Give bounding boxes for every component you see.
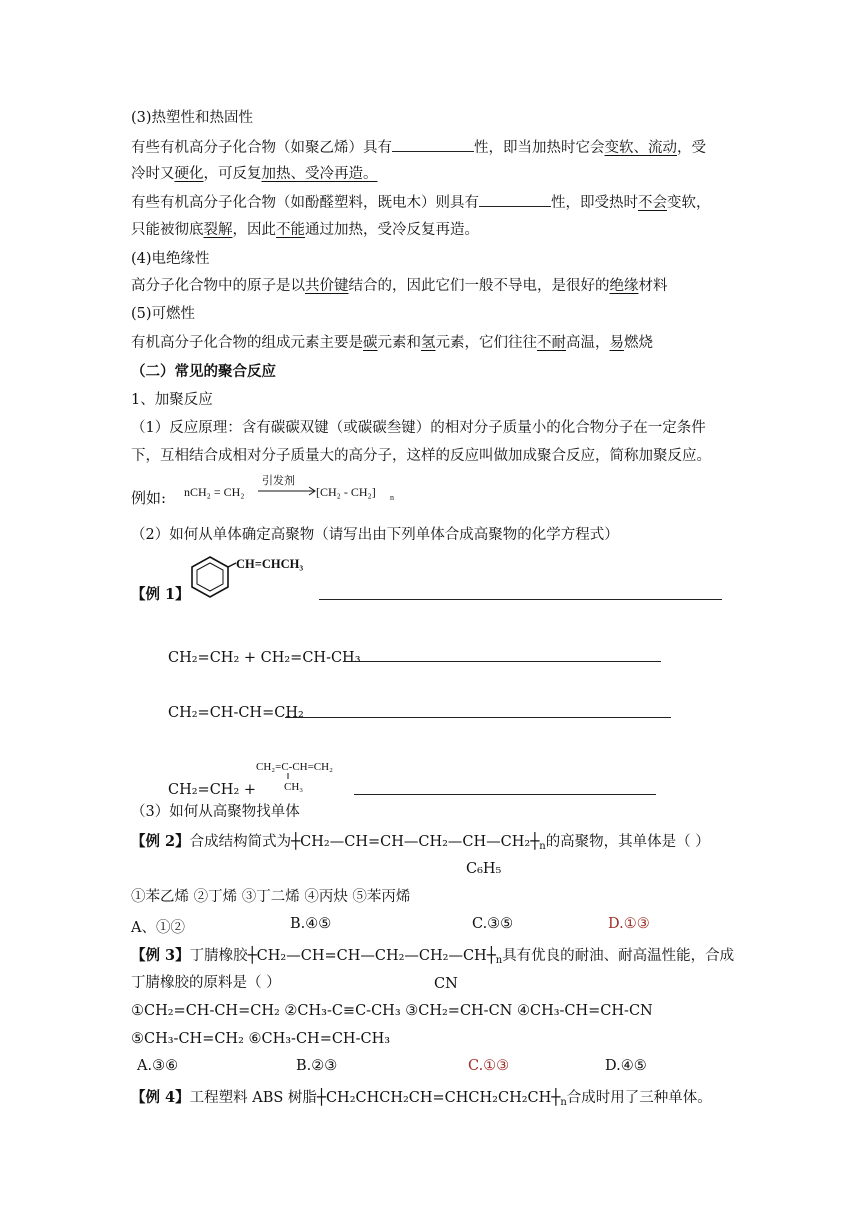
answer-line-row3[interactable] xyxy=(285,717,671,718)
text: 高分子化合物中的原子是以 xyxy=(131,278,305,294)
option-a[interactable]: A.③⑥ xyxy=(137,1058,179,1074)
option-c[interactable]: C.③⑤ xyxy=(472,916,514,932)
answer-line-row2[interactable] xyxy=(343,661,661,662)
paragraph-insulation xyxy=(131,276,668,296)
text: 变软， xyxy=(667,195,711,211)
text: 有些有机高分子化合物（如酚醛塑料，既电木）则具有 xyxy=(131,195,479,211)
paragraph-principle-1: （1）反应原理：含有碳碳双键（或碳碳叁键）的相对分子质量小的化合物分子在一定条件 xyxy=(131,420,706,436)
paragraph-monomer-to-polymer: （2）如何从单体确定高聚物（请写出由下列单体合成高聚物的化学方程式） xyxy=(131,527,619,543)
substituent-c6h5: C₆H₅ xyxy=(466,861,502,877)
text: 工程塑料 ABS 树脂 xyxy=(189,1090,317,1106)
option-b[interactable]: B.②③ xyxy=(296,1058,338,1074)
isoprene-main: CH₂=C-CH=CH₂ xyxy=(256,761,333,773)
isoprene-structure xyxy=(254,756,364,794)
subscript-n: n xyxy=(560,1097,567,1108)
underlined-text: 碳 xyxy=(363,335,378,351)
option-b[interactable]: B.④⑤ xyxy=(290,916,332,932)
underlined-text: 易 xyxy=(609,335,624,351)
heading-insulation: (4)电绝缘性 xyxy=(131,251,210,267)
answer-blank[interactable] xyxy=(392,137,474,152)
text: 结合的，因此它们一般不导电，是很好的 xyxy=(348,278,610,294)
text: 性，即当加热时它会 xyxy=(474,140,605,156)
benzene-inner-ring-icon xyxy=(197,563,223,591)
polymer-formula: CH₂—CH=CH—CH₂—CH—CH₂ xyxy=(300,834,531,850)
example-4-label: 【例 4】 xyxy=(131,1089,190,1106)
monomer-row-4: CH₂=CH₂ + xyxy=(168,782,257,798)
option-d[interactable]: D.④⑤ xyxy=(605,1058,647,1074)
polymer-formula: CH₂CHCH₂CH=CHCH₂CH₂CH xyxy=(325,1090,552,1106)
monomer-row-2: CH₂=CH₂ + CH₂=CH-CH₃ xyxy=(168,650,361,666)
polymer-formula: CH₂—CH=CH—CH₂—CH₂—CH xyxy=(256,948,487,964)
eq-left: nCH₂ = CH₂ xyxy=(184,485,245,499)
example-1-label: 【例 1】 xyxy=(131,586,190,603)
paragraph-principle-2: 下，互相结合成相对分子质量大的高分子，这样的反应叫做加成聚合反应，简称加聚反应。 xyxy=(131,448,711,464)
heading-polymerization: （二）常见的聚合反应 xyxy=(131,363,276,380)
heading-addition-polymerization: 1、加聚反应 xyxy=(131,392,213,408)
monomer-row-3: CH₂=CH-CH=CH₂ xyxy=(168,705,304,721)
underlined-text: 裂解 xyxy=(203,222,233,238)
paragraph-thermoset-2 xyxy=(131,220,479,240)
paragraph-thermoplastic-1 xyxy=(131,137,706,158)
underlined-text: 绝缘 xyxy=(609,278,639,294)
polymerization-equation xyxy=(180,472,420,506)
underlined-text: 变软、流动 xyxy=(604,140,677,156)
example-3-choices-1: ①CH₂=CH-CH=CH₂ ②CH₃-C≡C-CH₃ ③CH₂=CH-CN ④CH₃-CH=CH-CN xyxy=(131,1003,653,1019)
subscript-n: n xyxy=(539,841,546,852)
example-3-label: 【例 3】 xyxy=(131,947,190,964)
example-2-label: 【例 2】 xyxy=(131,833,190,850)
paragraph-thermoset-1 xyxy=(131,192,711,213)
text: ，受 xyxy=(677,140,706,156)
substituent-cn: CN xyxy=(434,976,458,992)
underlined-text: 不耐 xyxy=(537,335,566,351)
text: 丁腈橡胶 xyxy=(189,948,248,964)
underlined-text: 共价键 xyxy=(305,278,349,294)
subscript-n: n xyxy=(495,955,503,966)
paragraph-thermoplastic-2 xyxy=(131,164,378,184)
option-a[interactable]: A、①② xyxy=(131,920,185,936)
text: ，可反复 xyxy=(203,166,262,182)
answer-blank[interactable] xyxy=(479,192,551,207)
text: 只能被彻底 xyxy=(131,222,204,238)
text: 具有优良的耐油、耐高温性能，合成 xyxy=(502,948,735,964)
text: 通过加热，受冷反复再造。 xyxy=(305,222,479,238)
example-3-choices-2: ⑤CH₃-CH=CH₂ ⑥CH₃-CH=CH-CH₃ xyxy=(131,1031,391,1047)
text: 有些有机高分子化合物（如聚乙烯）具有 xyxy=(131,140,392,156)
styrene-like-structure xyxy=(186,553,346,603)
underlined-text: 加热、受冷再造。 xyxy=(261,166,378,182)
underlined-text: 不能 xyxy=(276,222,305,238)
heading-thermoplastic: (3)热塑性和热固性 xyxy=(131,110,254,126)
text: 冷时又 xyxy=(131,166,175,182)
text: 材料 xyxy=(638,278,668,294)
text: 燃烧 xyxy=(624,335,653,351)
text: 高温， xyxy=(566,335,610,351)
underlined-text: 氢 xyxy=(421,335,436,351)
option-d-answer[interactable]: D.①③ xyxy=(608,916,650,932)
answer-line-row4[interactable] xyxy=(354,794,656,795)
example-3-line-2: 丁腈橡胶的原料是（ ） xyxy=(131,975,281,991)
text: 有机高分子化合物的组成元素主要是 xyxy=(131,335,363,351)
option-c-answer[interactable]: C.①③ xyxy=(468,1058,510,1074)
eq-condition: 引发剂 xyxy=(262,475,295,487)
underlined-text: 不会 xyxy=(638,195,667,211)
example-2: 【例 2】合成结构简式为$┼CH_2—CH=CH—CH_2—CH—CH_2┼_n$的高聚物，其单体是（ ） xyxy=(131,832,710,852)
text: 的高聚物，其单体是（ ） xyxy=(545,834,710,850)
heading-flammability: (5)可燃性 xyxy=(131,306,196,322)
text: ，因此 xyxy=(232,222,276,238)
example-3: 【例 3】丁腈橡胶$┼CH_2—CH=CH—CH_2—CH_2—CH┼_n$具有优良的耐油、耐高温性能，合成 xyxy=(131,946,735,966)
text: 元素和 xyxy=(377,335,421,351)
answer-line-ex1[interactable] xyxy=(319,599,722,600)
text: 元素，它们往往 xyxy=(435,335,537,351)
underlined-text: 硬化 xyxy=(174,166,204,182)
text: 合成时用了三种单体。 xyxy=(566,1090,712,1106)
paragraph-polymer-to-monomer: （3）如何从高聚物找单体 xyxy=(131,804,300,820)
text: 合成结构简式为 xyxy=(189,834,292,850)
example-label: 例如: xyxy=(131,489,167,507)
eq-right: [CH₂ - CH₂] xyxy=(316,485,376,499)
isoprene-methyl: CH₃ xyxy=(284,781,304,793)
text: 性，即受热时 xyxy=(551,195,638,211)
paragraph-flammability xyxy=(131,333,653,353)
ex1-structure-text: CH=CHCH₃ xyxy=(236,557,304,571)
example-2-choices: ①苯乙烯 ②丁烯 ③丁二烯 ④丙炔 ⑤苯丙烯 xyxy=(131,889,411,905)
example-4: 【例 4】工程塑料 ABS 树脂$┼CH_2CHCH_2CH=CHCH_2CH_2CH┼_n$合成时用了三种单体。 xyxy=(131,1088,712,1108)
eq-n: n xyxy=(390,493,394,502)
